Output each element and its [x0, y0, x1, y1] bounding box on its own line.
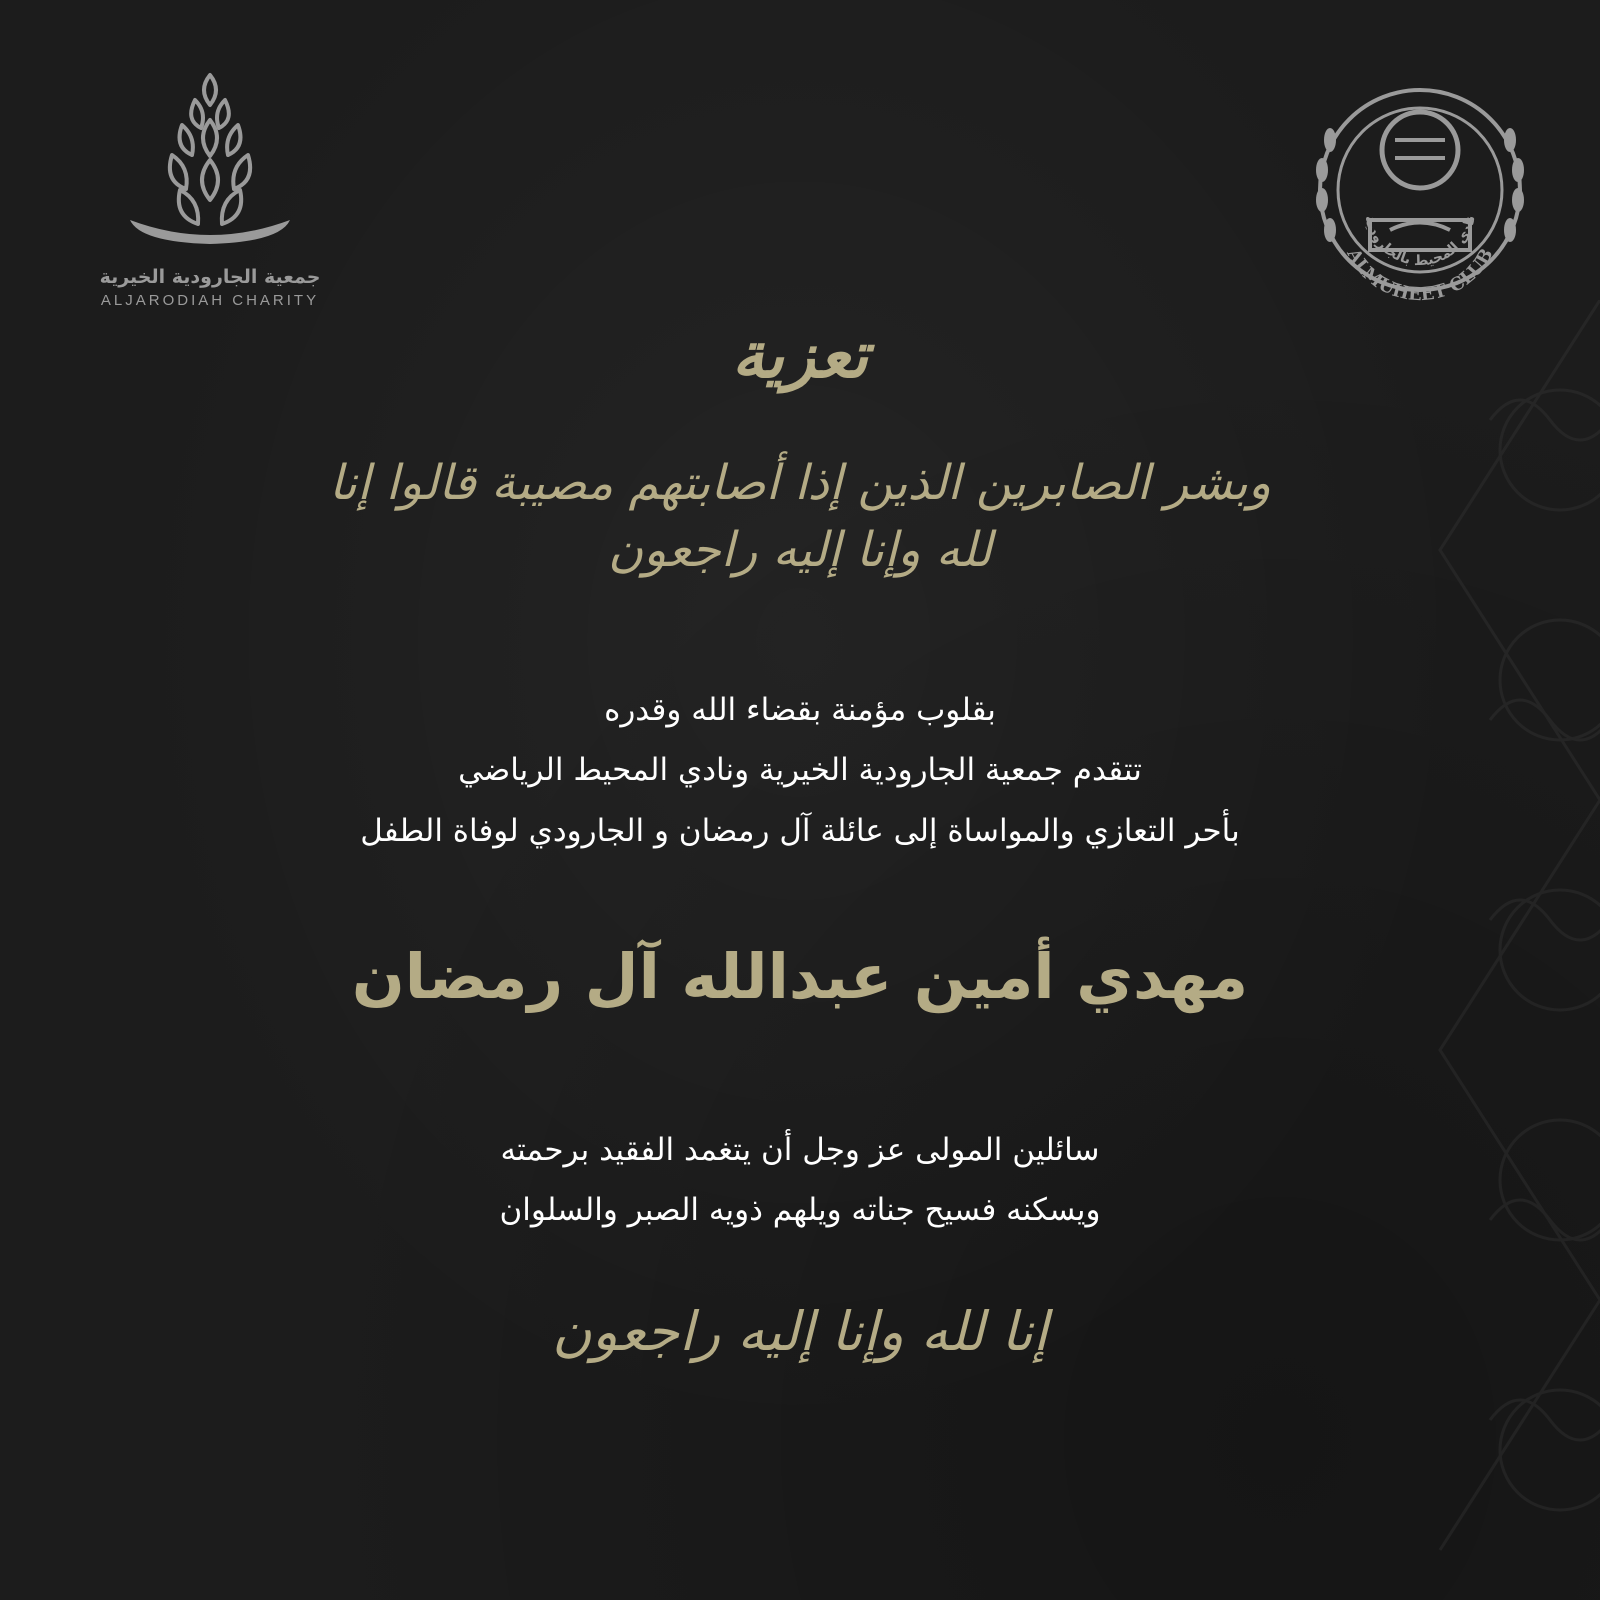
quran-verse: وبشر الصابرين الذين إذا أصابتهم مصيبة قالوا إنا لله وإنا إليه راجعون	[328, 455, 1272, 579]
club-logo	[1300, 80, 1540, 320]
charity-logo	[80, 60, 340, 330]
wheat-boat-icon	[110, 60, 310, 260]
closing-calligraphy: إنا لله وإنا إليه راجعون	[552, 1300, 1048, 1363]
prayer-line: سائلين المولى عز وجل أن يتغمد الفقيد برحمته	[500, 1132, 1100, 1168]
intro-message	[100, 680, 1500, 861]
intro-line: بأحر التعازي والمواساة إلى عائلة آل رمضان و الجارودي لوفاة الطفل	[360, 812, 1240, 849]
charity-english-name: ALJARODIAH CHARITY	[100, 292, 320, 309]
prayer-line: ويسكنه فسيح جناته ويلهم ذويه الصبر والسلوان	[499, 1192, 1101, 1229]
condolence-title: تعزية	[731, 318, 869, 393]
club-emblem-icon	[1300, 80, 1540, 320]
intro-line: بقلوب مؤمنة بقضاء الله وقدره	[604, 692, 996, 728]
club-arabic-name: نادي المحيط بالجارودية	[1361, 214, 1479, 270]
prayer-message	[100, 1120, 1500, 1241]
club-english-name: ALMUHEET CLUB	[1342, 245, 1498, 306]
deceased-name: مهدي أمين عبدالله آل رمضان	[351, 940, 1249, 1013]
intro-line: تتقدم جمعية الجارودية الخيرية ونادي المحيط الرياضي	[458, 752, 1142, 789]
charity-arabic-name: جمعية الجارودية الخيرية	[99, 266, 321, 288]
